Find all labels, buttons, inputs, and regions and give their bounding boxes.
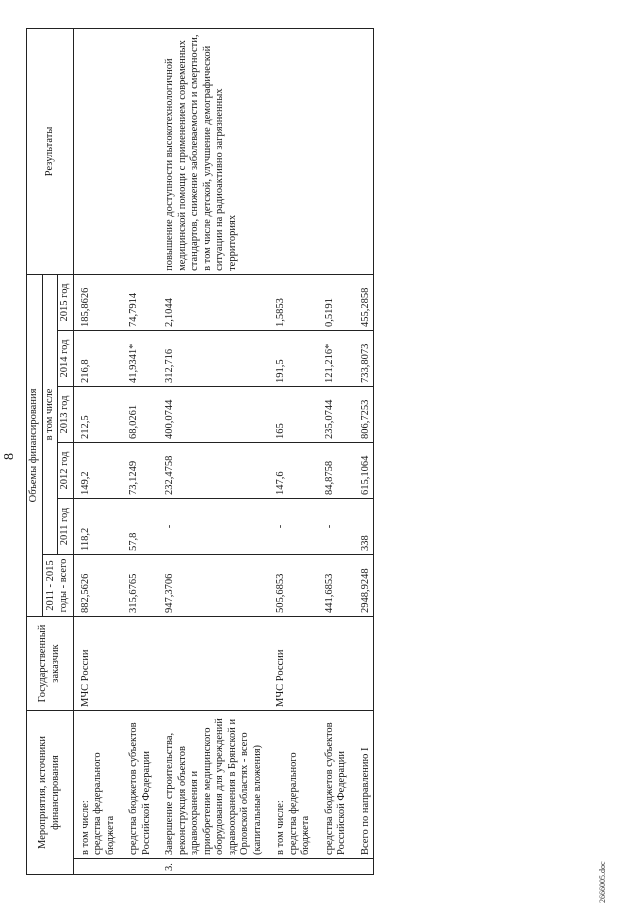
cell-measure: средства бюджетов субъектов Российской Федерации xyxy=(314,711,350,859)
cell-num xyxy=(265,859,314,875)
table-row xyxy=(154,28,265,874)
cell-customer xyxy=(154,617,265,711)
header-year: 2014 год xyxy=(58,331,74,387)
file-name: 2666005.doc xyxy=(598,861,607,903)
cell-results xyxy=(265,28,314,274)
header-year: 2012 год xyxy=(58,443,74,499)
cell-num xyxy=(350,859,374,875)
cell-y2015: 74,7914 xyxy=(118,274,154,330)
cell-num xyxy=(118,859,154,875)
table-row xyxy=(314,28,350,874)
cell-y2013: 806,7253 xyxy=(350,387,374,443)
table-row xyxy=(73,28,118,874)
cell-y2011: 118,2 xyxy=(73,499,118,555)
cell-measure: Всего по направлению I xyxy=(350,711,374,859)
header-year: 2011 год xyxy=(58,499,74,555)
cell-y2015: 455,2858 xyxy=(350,274,374,330)
cell-customer xyxy=(118,617,154,711)
cell-y2015: 1,5853 xyxy=(265,274,314,330)
cell-total: 947,3706 xyxy=(154,555,265,617)
cell-customer: МЧС России xyxy=(73,617,118,711)
header-total: 2011 - 2015 годы - всего xyxy=(42,555,73,617)
page-number: 8 xyxy=(2,453,17,460)
cell-y2011: 57,8 xyxy=(118,499,154,555)
cell-y2011: 338 xyxy=(350,499,374,555)
header-including: в том числе xyxy=(42,274,58,554)
cell-results xyxy=(314,28,350,274)
cell-results xyxy=(118,28,154,274)
cell-measure: в том числе: средства федерального бюджета xyxy=(73,711,118,859)
cell-measure: средства бюджетов субъектов Российской Федерации xyxy=(118,711,154,859)
cell-total: 315,6765 xyxy=(118,555,154,617)
cell-y2013: 235,0744 xyxy=(314,387,350,443)
cell-results: повышение доступности высокотехнологичной медицинской помощи с применением современных стандартов, снижение заболеваемости и смертности, в том числе детской, улучшение демографической ситуации на радиоактивно загрязненных территориях xyxy=(154,28,265,274)
cell-y2015: 185,8626 xyxy=(73,274,118,330)
cell-y2014: 312,716 xyxy=(154,331,265,387)
cell-y2013: 165 xyxy=(265,387,314,443)
cell-y2012: 73,1249 xyxy=(118,443,154,499)
cell-y2012: 147,6 xyxy=(265,443,314,499)
cell-y2012: 149,2 xyxy=(73,443,118,499)
cell-y2011: - xyxy=(154,499,265,555)
header-customer: Государственный заказчик xyxy=(27,617,74,711)
table-row xyxy=(350,28,374,874)
cell-total: 882,5626 xyxy=(73,555,118,617)
header-measure: Мероприятия, источники финансирования xyxy=(27,711,74,875)
cell-num xyxy=(314,859,350,875)
cell-total: 441,6853 xyxy=(314,555,350,617)
table-row xyxy=(118,28,154,874)
header-year: 2015 год xyxy=(58,274,74,330)
cell-num: 3. xyxy=(154,859,265,875)
financing-table xyxy=(26,28,374,875)
cell-y2012: 232,4758 xyxy=(154,443,265,499)
cell-customer xyxy=(314,617,350,711)
cell-total: 505,6853 xyxy=(265,555,314,617)
cell-y2011: - xyxy=(265,499,314,555)
cell-num xyxy=(73,859,118,875)
cell-y2014: 216,8 xyxy=(73,331,118,387)
cell-y2012: 84,8758 xyxy=(314,443,350,499)
cell-y2015: 0,5191 xyxy=(314,274,350,330)
cell-y2014: 121,216* xyxy=(314,331,350,387)
cell-results xyxy=(73,28,118,274)
cell-y2014: 191,5 xyxy=(265,331,314,387)
cell-y2012: 615,1064 xyxy=(350,443,374,499)
cell-y2011: - xyxy=(314,499,350,555)
cell-measure: в том числе: средства федерального бюджета xyxy=(265,711,314,859)
table-body xyxy=(73,28,374,874)
cell-customer: МЧС России xyxy=(265,617,314,711)
header-results: Результаты xyxy=(27,28,74,274)
cell-y2013: 212,5 xyxy=(73,387,118,443)
cell-y2013: 400,0744 xyxy=(154,387,265,443)
header-volumes: Объемы финансирования xyxy=(27,274,43,616)
table-row xyxy=(265,28,314,874)
cell-total: 2948,9248 xyxy=(350,555,374,617)
cell-y2013: 68,0261 xyxy=(118,387,154,443)
cell-results xyxy=(350,28,374,274)
cell-y2014: 41,9341* xyxy=(118,331,154,387)
cell-customer xyxy=(350,617,374,711)
cell-measure: Завершение строительства, реконструкция объектов здравоохранения и приобретение медицинского оборудования для учреждений здравоохранения в Брянской и Орловской областях - всего (капитальные вложения) xyxy=(154,711,265,859)
cell-y2014: 733,8073 xyxy=(350,331,374,387)
cell-y2015: 2,1044 xyxy=(154,274,265,330)
header-year: 2013 год xyxy=(58,387,74,443)
